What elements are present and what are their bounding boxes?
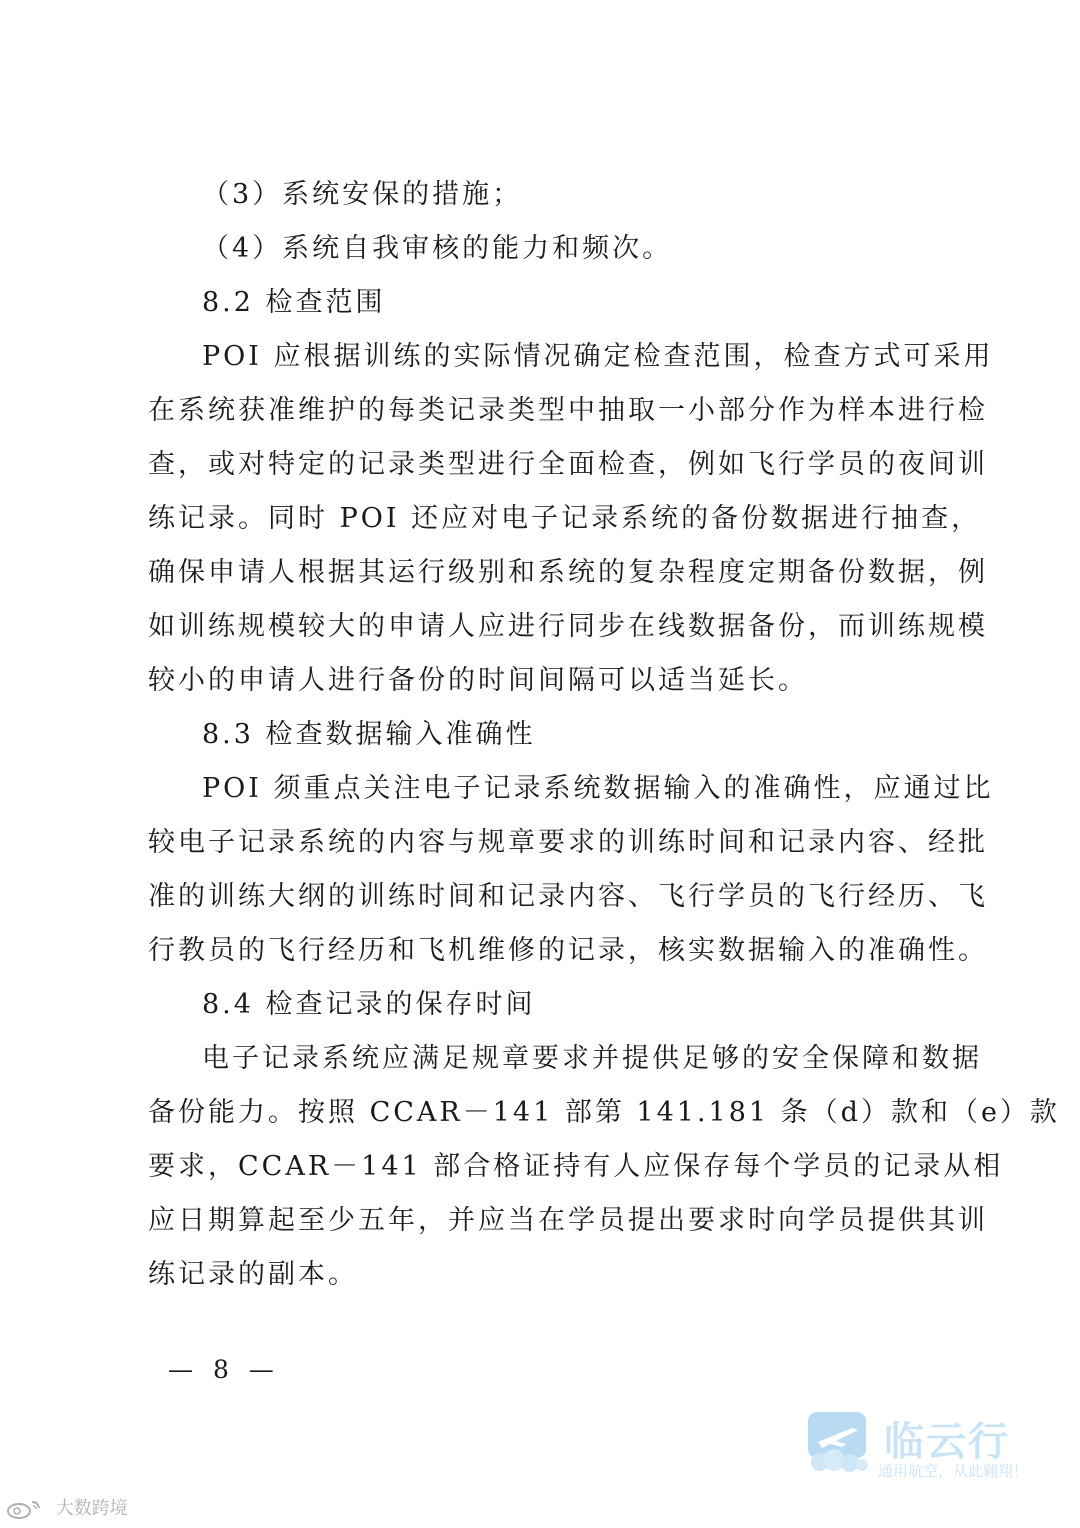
paragraph-line: 较电子记录系统的内容与规章要求的训练时间和记录内容、经批 <box>148 827 988 858</box>
watermark <box>6 1494 128 1522</box>
paragraph-line: 如训练规模较大的申请人应进行同步在线数据备份，而训练规模 <box>148 611 988 642</box>
paragraph-line: 在系统获准维护的每类记录类型中抽取一小部分作为样本进行检 <box>148 395 988 426</box>
section-heading-8-4: 8.4 检查记录的保存时间 <box>202 989 536 1020</box>
weibo-icon <box>6 1498 46 1520</box>
paragraph-line: 练记录的副本。 <box>148 1259 358 1290</box>
list-item-4: （4）系统自我审核的能力和频次。 <box>202 233 673 264</box>
paragraph-line: 查，或对特定的记录类型进行全面检查，例如飞行学员的夜间训 <box>148 449 988 480</box>
paragraph-line: 练记录。同时 POI 还应对电子记录系统的备份数据进行抽查， <box>148 503 982 534</box>
logo-name: 临云行 <box>884 1419 1010 1465</box>
paragraph-line: 较小的申请人进行备份的时间间隔可以适当延长。 <box>148 665 808 696</box>
watermark-text: 大数跨境 <box>55 1498 128 1519</box>
section-heading-8-3: 8.3 检查数据输入准确性 <box>202 719 536 750</box>
brand-logo <box>806 1408 1056 1478</box>
paragraph-line: 备份能力。按照 CCAR－141 部第 141.181 条（d）款和（e）款 <box>148 1097 1060 1128</box>
paragraph-line: 准的训练大纲的训练时间和记录内容、飞行学员的飞行经历、飞 <box>148 881 988 912</box>
body-text <box>148 168 1060 1302</box>
paragraph-line: 行教员的飞行经历和飞机维修的记录，核实数据输入的准确性。 <box>148 935 988 966</box>
airplane-cloud-icon <box>806 1408 870 1474</box>
section-heading-8-2: 8.2 检查范围 <box>202 287 386 318</box>
paragraph-line: POI 须重点关注电子记录系统数据输入的准确性，应通过比 <box>202 773 994 804</box>
paragraph-line: POI 应根据训练的实际情况确定检查范围，检查方式可采用 <box>202 341 994 372</box>
list-item-3: （3）系统安保的措施； <box>202 179 523 210</box>
logo-slogan: 通用航空，从此翱翔！ <box>878 1462 1029 1480</box>
paragraph-line: 应日期算起至少五年，并应当在学员提出要求时向学员提供其训 <box>148 1205 988 1236</box>
paragraph-line: 电子记录系统应满足规章要求并提供足够的安全保障和数据 <box>202 1043 982 1074</box>
paragraph-line: 要求，CCAR－141 部合格证持有人应保存每个学员的记录从相 <box>148 1151 1004 1182</box>
paragraph-line: 确保申请人根据其运行级别和系统的复杂程度定期备份数据，例 <box>148 557 988 588</box>
page-number: — 8 — <box>168 1355 280 1384</box>
